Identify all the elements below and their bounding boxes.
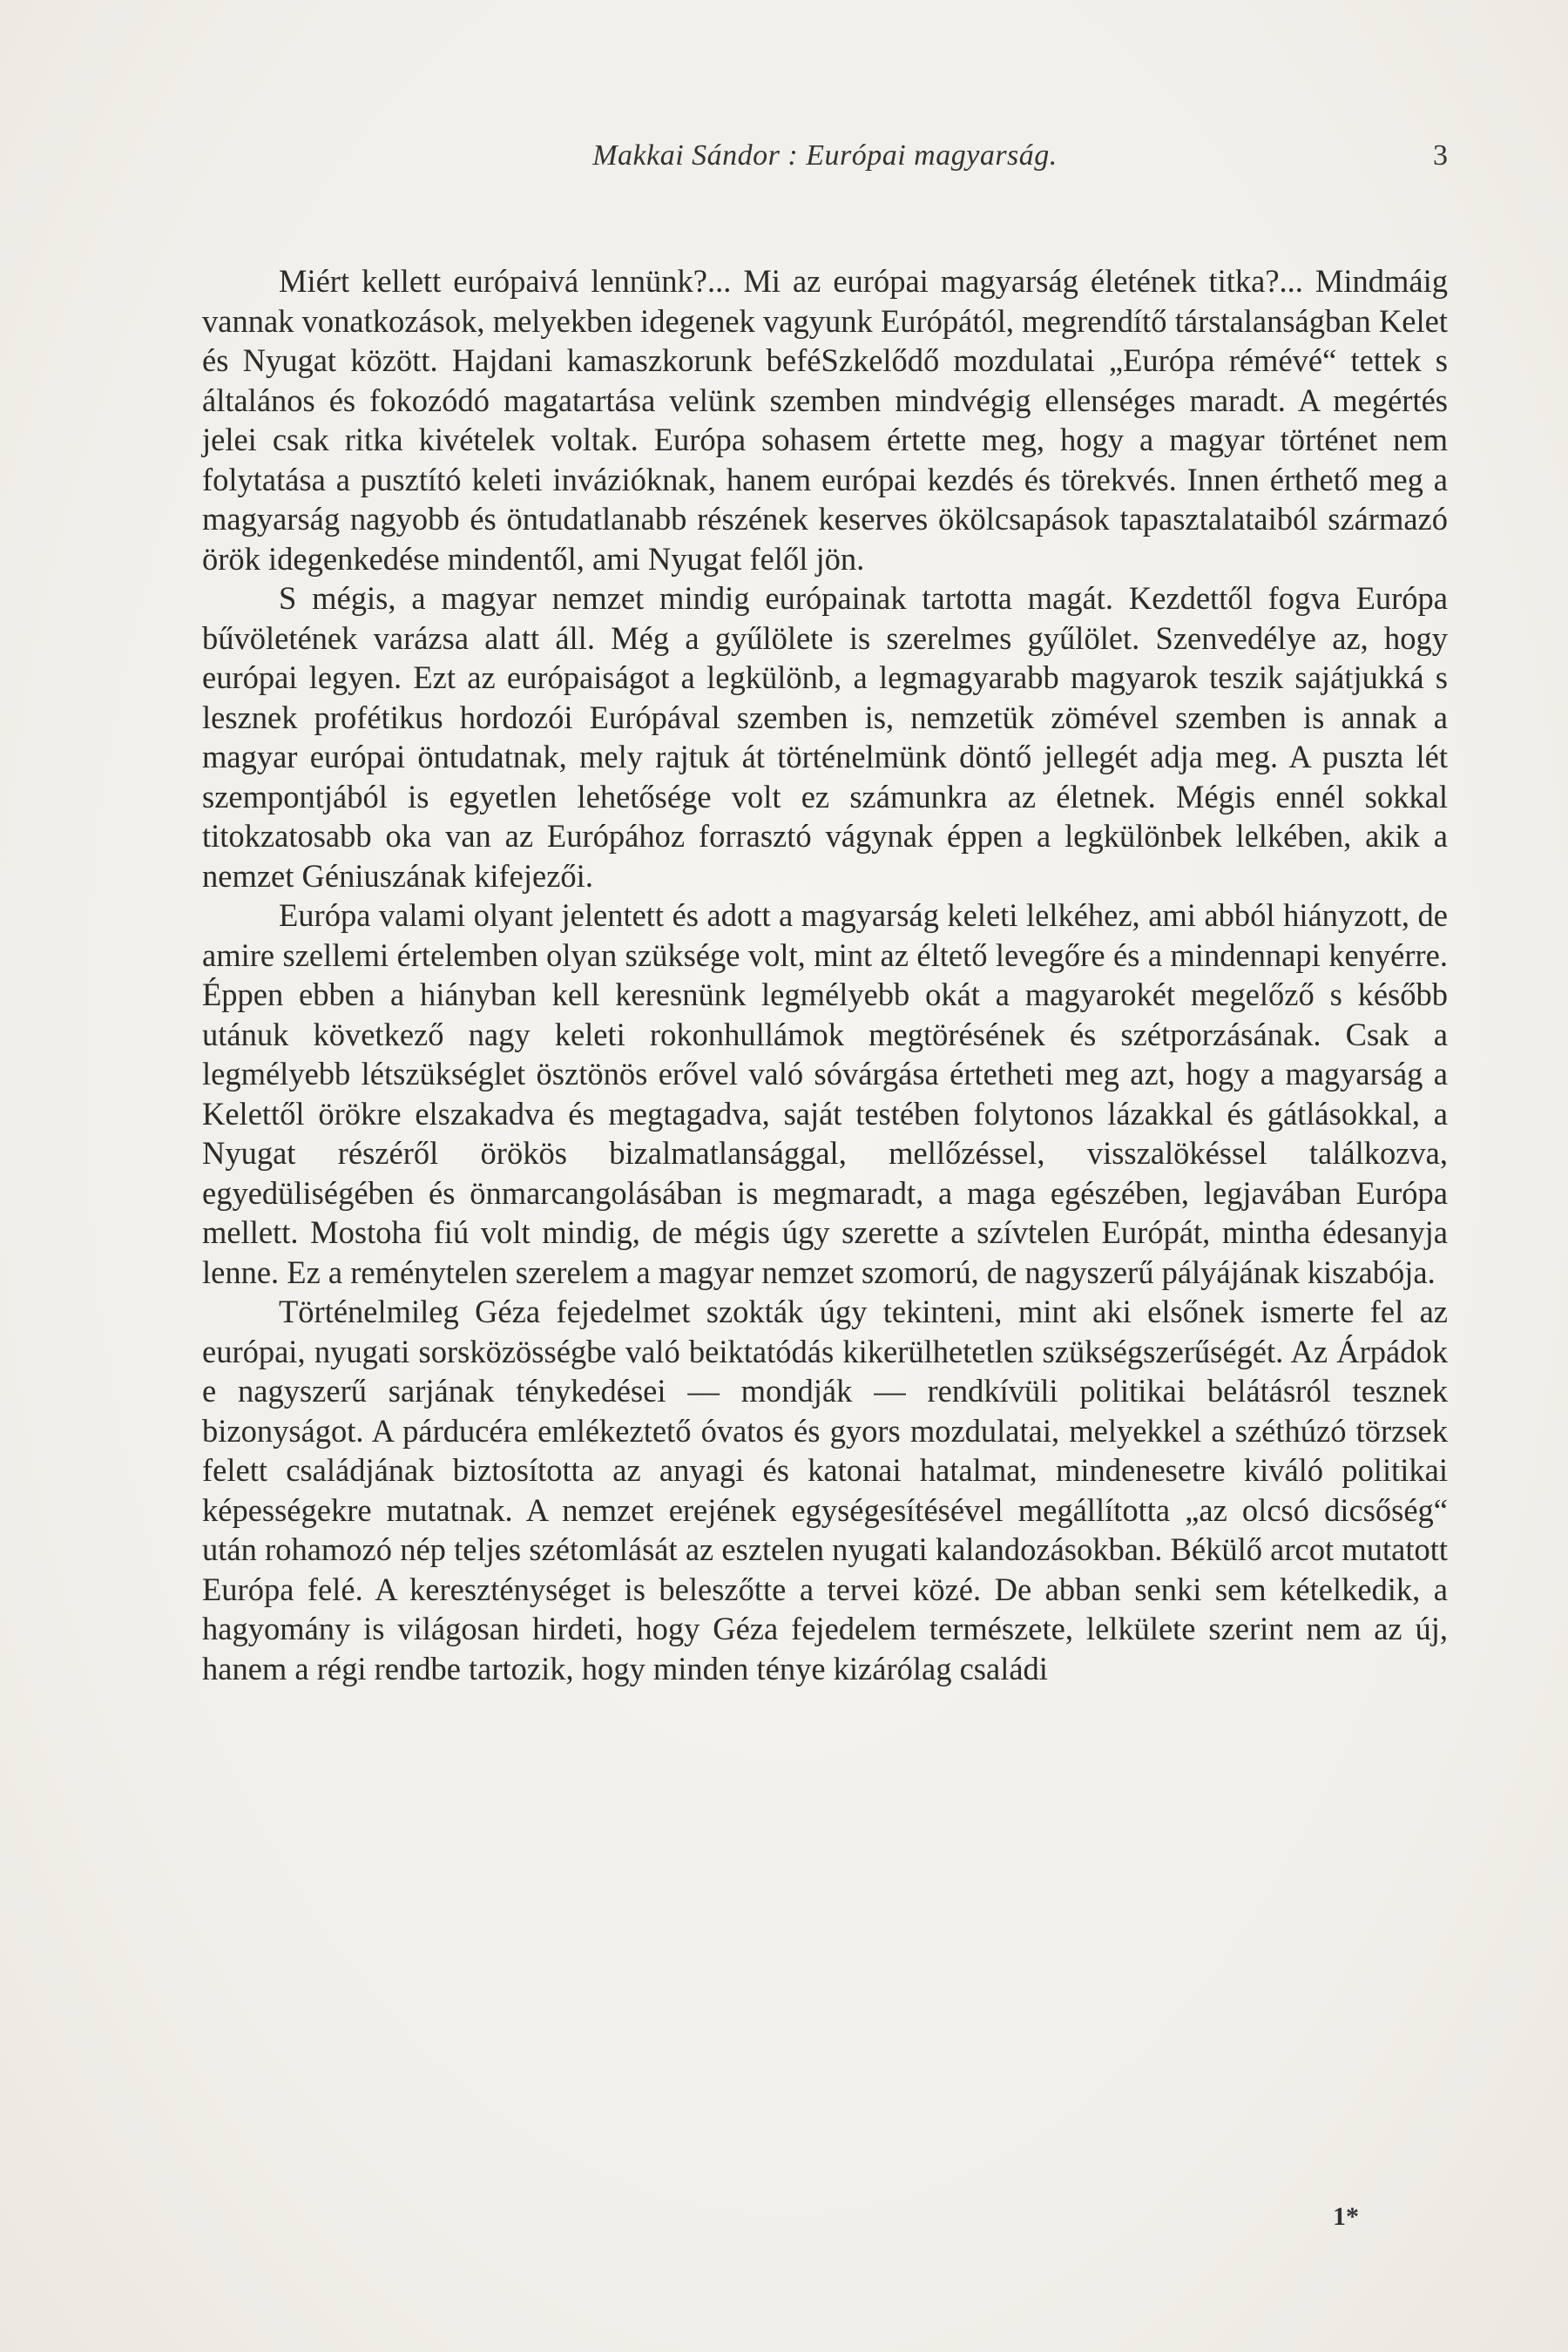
body-text [202,261,1448,1688]
page-number: 3 [1433,139,1448,172]
signature-mark: 1* [1333,2202,1359,2231]
running-head [202,139,1448,192]
paragraph-1: Miért kellett európaivá lennünk?... Mi az európai magyarság életének titka?... Mindmáig vannak vonatkozások, melyekben idegenek vagyunk Európától, megrendítő társtalanságban Kelet és Nyugat között. Hajdani kamaszkorunk beféSzkelődő mozdulatai „Európa rémévé“ tettek s általános és fokozódó magatartása velünk szemben mindvégig ellenséges maradt. A megértés jelei csak ritka kivételek voltak. Európa sohasem értette meg, hogy a magyar történet nem folytatása a pusztító keleti invázióknak, hanem európai kezdés és törekvés. Innen érthető meg a magyarság nagyobb és öntudatlanabb részének keserves ökölcsapások tapasztalataiból származó örök idegenkedése mindentől, ami Nyugat felől jön. [202,263,1448,577]
paragraph-2: S mégis, a magyar nemzet mindig európainak tartotta magát. Kezdettől fogva Európa bűvöletének varázsa alatt áll. Még a gyűlölete is szerelmes gyűlölet. Szenvedélye az, hogy európai legyen. Ezt az európaiságot a legkülönb, a legmagyarabb magyarok teszik sajátjukká s lesznek profétikus hordozói Európával szemben is, nemzetük zömével szemben is annak a magyar európai öntudatnak, mely rajtuk át történelmünk döntő jellegét adja meg. A puszta lét szempontjából is egyetlen lehetősége volt ez számunkra az életnek. Mégis ennél sokkal titokzatosabb oka van az Európához forrasztó vágynak éppen a legkülönbek lelkében, akik a nemzet Géniuszának kifejezői. [202,580,1448,894]
paragraph-4: Történelmileg Géza fejedelmet szokták úgy tekinteni, mint aki elsőnek ismerte fel az európai, nyugati sorsközösségbe való beiktatódás kikerülhetetlen szükségszerűségét. Az Árpádok e nagyszerű sarjának ténykedései — mondják — rendkívüli politikai belátásról tesznek bizonyságot. A párducéra emlékeztető óvatos és gyors mozdulatai, melyekkel a széthúzó törzsek felett családjának biztosította az anyagi és katonai hatalmat, mindenesetre kiváló politikai képességekre mutatnak. A nemzet erejének egységesítésével megállította „az olcsó dicsőség“ után rohamozó nép teljes szétomlását az esztelen nyugati kalandozásokban. Békülő arcot mutatott Európa felé. A kereszténységet is beleszőtte a tervei közé. De abban senki sem kételkedik, a hagyomány is világosan hirdeti, hogy Géza fejedelem természete, lelkülete szerint nem az új, hanem a régi rendbe tartozik, hogy minden ténye kizárólag családi [202,1294,1448,1686]
running-title: Makkai Sándor : Európai magyarság. [592,139,1058,172]
paragraph-3: Európa valami olyant jelentett és adott a magyarság keleti lelkéhez, ami abból hiányzott, de amire szellemi értelemben olyan szüksége volt, mint az éltető levegőre és a mindennapi kenyérre. Éppen ebben a hiányban kell keresnünk legmélyebb okát a magyarokét megelőző s később utánuk következő nagy keleti rokonhullámok megtörésének és szétporzásának. Csak a legmélyebb létszükséglet ösztönös erővel való sóvárgása értetheti meg azt, hogy a magyarság a Kelettől örökre elszakadva és megtagadva, saját testében folytonos lázakkal és gátlásokkal, a Nyugat részéről örökös bizalmatlansággal, mellőzéssel, visszalökéssel találkozva, egyedüliségében és önmarcangolásában is megmaradt, a maga egészében, legjavában Európa mellett. Mostoha fiú volt mindig, de mégis úgy szerette a szívtelen Európát, mintha édesanyja lenne. Ez a reménytelen szerelem a magyar nemzet szomorú, de nagyszerű pályájának kiszabója. [202,897,1448,1290]
